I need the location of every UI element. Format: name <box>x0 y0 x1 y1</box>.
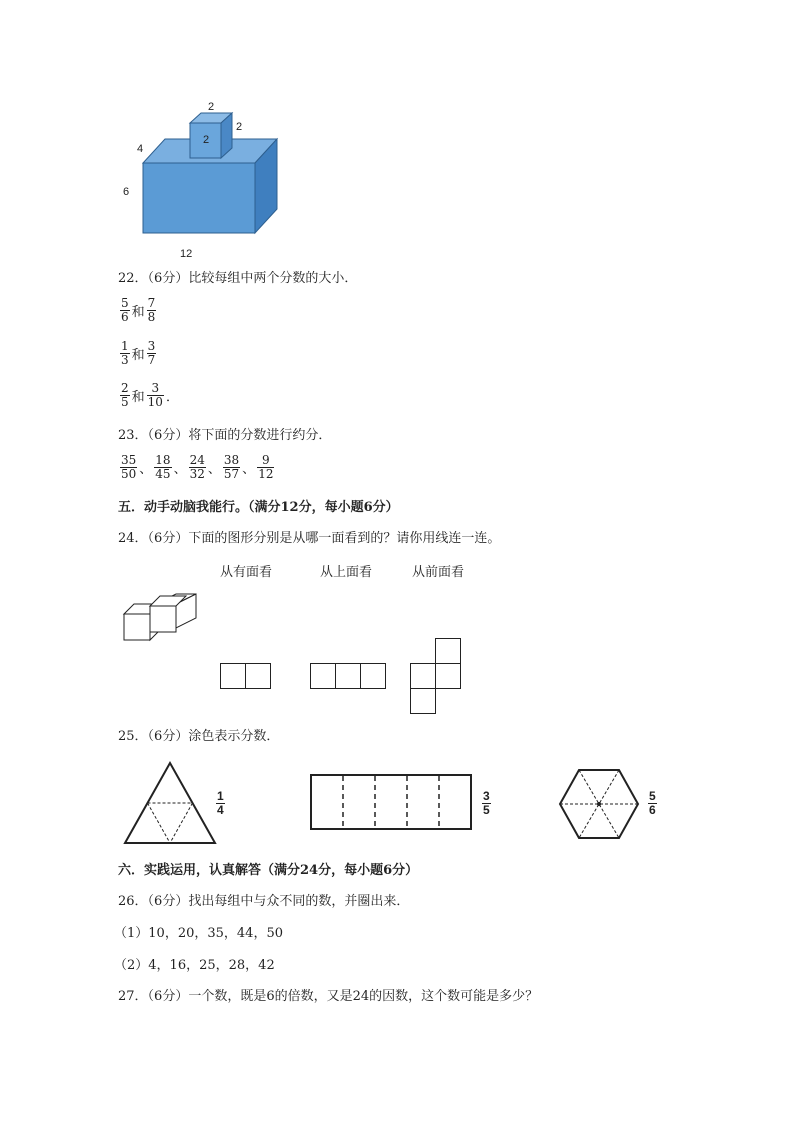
q22-pair-2: $\frac{1}{3}$ 和 $\frac{3}{7}$ <box>121 339 156 367</box>
q26-line-2: （2）4，16，25，28，42 <box>114 958 275 973</box>
triangle-shape <box>122 760 218 846</box>
q23-fractions: $\frac{35}{50}$ 、 $\frac{18}{45}$ 、 $\frac{24}{32}$ 、 $\frac{38}{57}$ 、 $\frac{9}{12}$ <box>121 453 274 481</box>
triangle-fraction: $\frac{1}{4}$ <box>217 789 224 817</box>
view-label-top: 从上面看 <box>320 565 373 580</box>
label-small-side: 2 <box>236 121 243 133</box>
fraction: $\frac{5}{6}$ <box>121 296 129 324</box>
q26-line-1: （1）10，20，35，44，50 <box>114 926 283 941</box>
view-shape-four-squares <box>410 638 462 716</box>
cubes-3d-figure <box>120 588 200 644</box>
rectangle-fraction: $\frac{3}{5}$ <box>483 789 490 817</box>
fraction: $\frac{3}{10}$ <box>147 381 163 409</box>
q22-title: 22．（6分）比较每组中两个分数的大小． <box>118 271 358 286</box>
section-5-title: 五．动手动脑我能行。（满分12分，每小题6分） <box>118 500 399 515</box>
q22-pair-3: $\frac{2}{5}$ 和 $\frac{3}{10}$ ． <box>121 381 179 409</box>
label-big-height: 6 <box>123 186 130 198</box>
view-label-front: 从前面看 <box>412 565 465 580</box>
q25-title: 25．（6分）涂色表示分数． <box>118 729 280 744</box>
view-shape-three-squares <box>310 663 388 689</box>
q27-title: 27．（6分）一个数，既是6的倍数，又是24的因数，这个数可能是多少？ <box>118 989 539 1004</box>
box-figure <box>110 95 300 265</box>
view-shape-two-squares <box>220 663 272 689</box>
label-big-length: 12 <box>180 248 193 260</box>
fraction: $\frac{7}{8}$ <box>147 296 156 324</box>
section-6-title: 六．实践运用，认真解答（满分24分，每小题6分） <box>118 863 419 878</box>
label-small-front: 2 <box>203 134 210 146</box>
fraction: $\frac{35}{50}$ <box>121 453 137 481</box>
fraction: $\frac{3}{7}$ <box>147 339 156 367</box>
fraction: $\frac{38}{57}$ <box>223 453 240 481</box>
fraction: $\frac{18}{45}$ <box>155 453 171 481</box>
q22-pair-1: $\frac{5}{6}$ 和 $\frac{7}{8}$ <box>121 296 156 324</box>
fraction: $\frac{1}{3}$ <box>121 339 129 367</box>
q23-title: 23．（6分）将下面的分数进行约分． <box>118 428 332 443</box>
q26-title: 26．（6分）找出每组中与众不同的数，并圈出来． <box>118 894 410 909</box>
rectangle-shape <box>310 774 474 832</box>
big-box-front <box>143 163 255 233</box>
fraction: $\frac{24}{32}$ <box>189 453 205 481</box>
label-small-top: 2 <box>208 101 215 113</box>
hexagon-fraction: $\frac{5}{6}$ <box>649 789 656 817</box>
q24-title: 24．（6分）下面的图形分别是从哪一面看到的？请你用线连一连。 <box>118 531 501 546</box>
fraction: $\frac{2}{5}$ <box>121 381 129 409</box>
view-label-right: 从有面看 <box>220 565 273 580</box>
hexagon-shape <box>558 768 640 840</box>
label-big-depth: 4 <box>137 143 144 155</box>
fraction: $\frac{9}{12}$ <box>258 453 274 481</box>
